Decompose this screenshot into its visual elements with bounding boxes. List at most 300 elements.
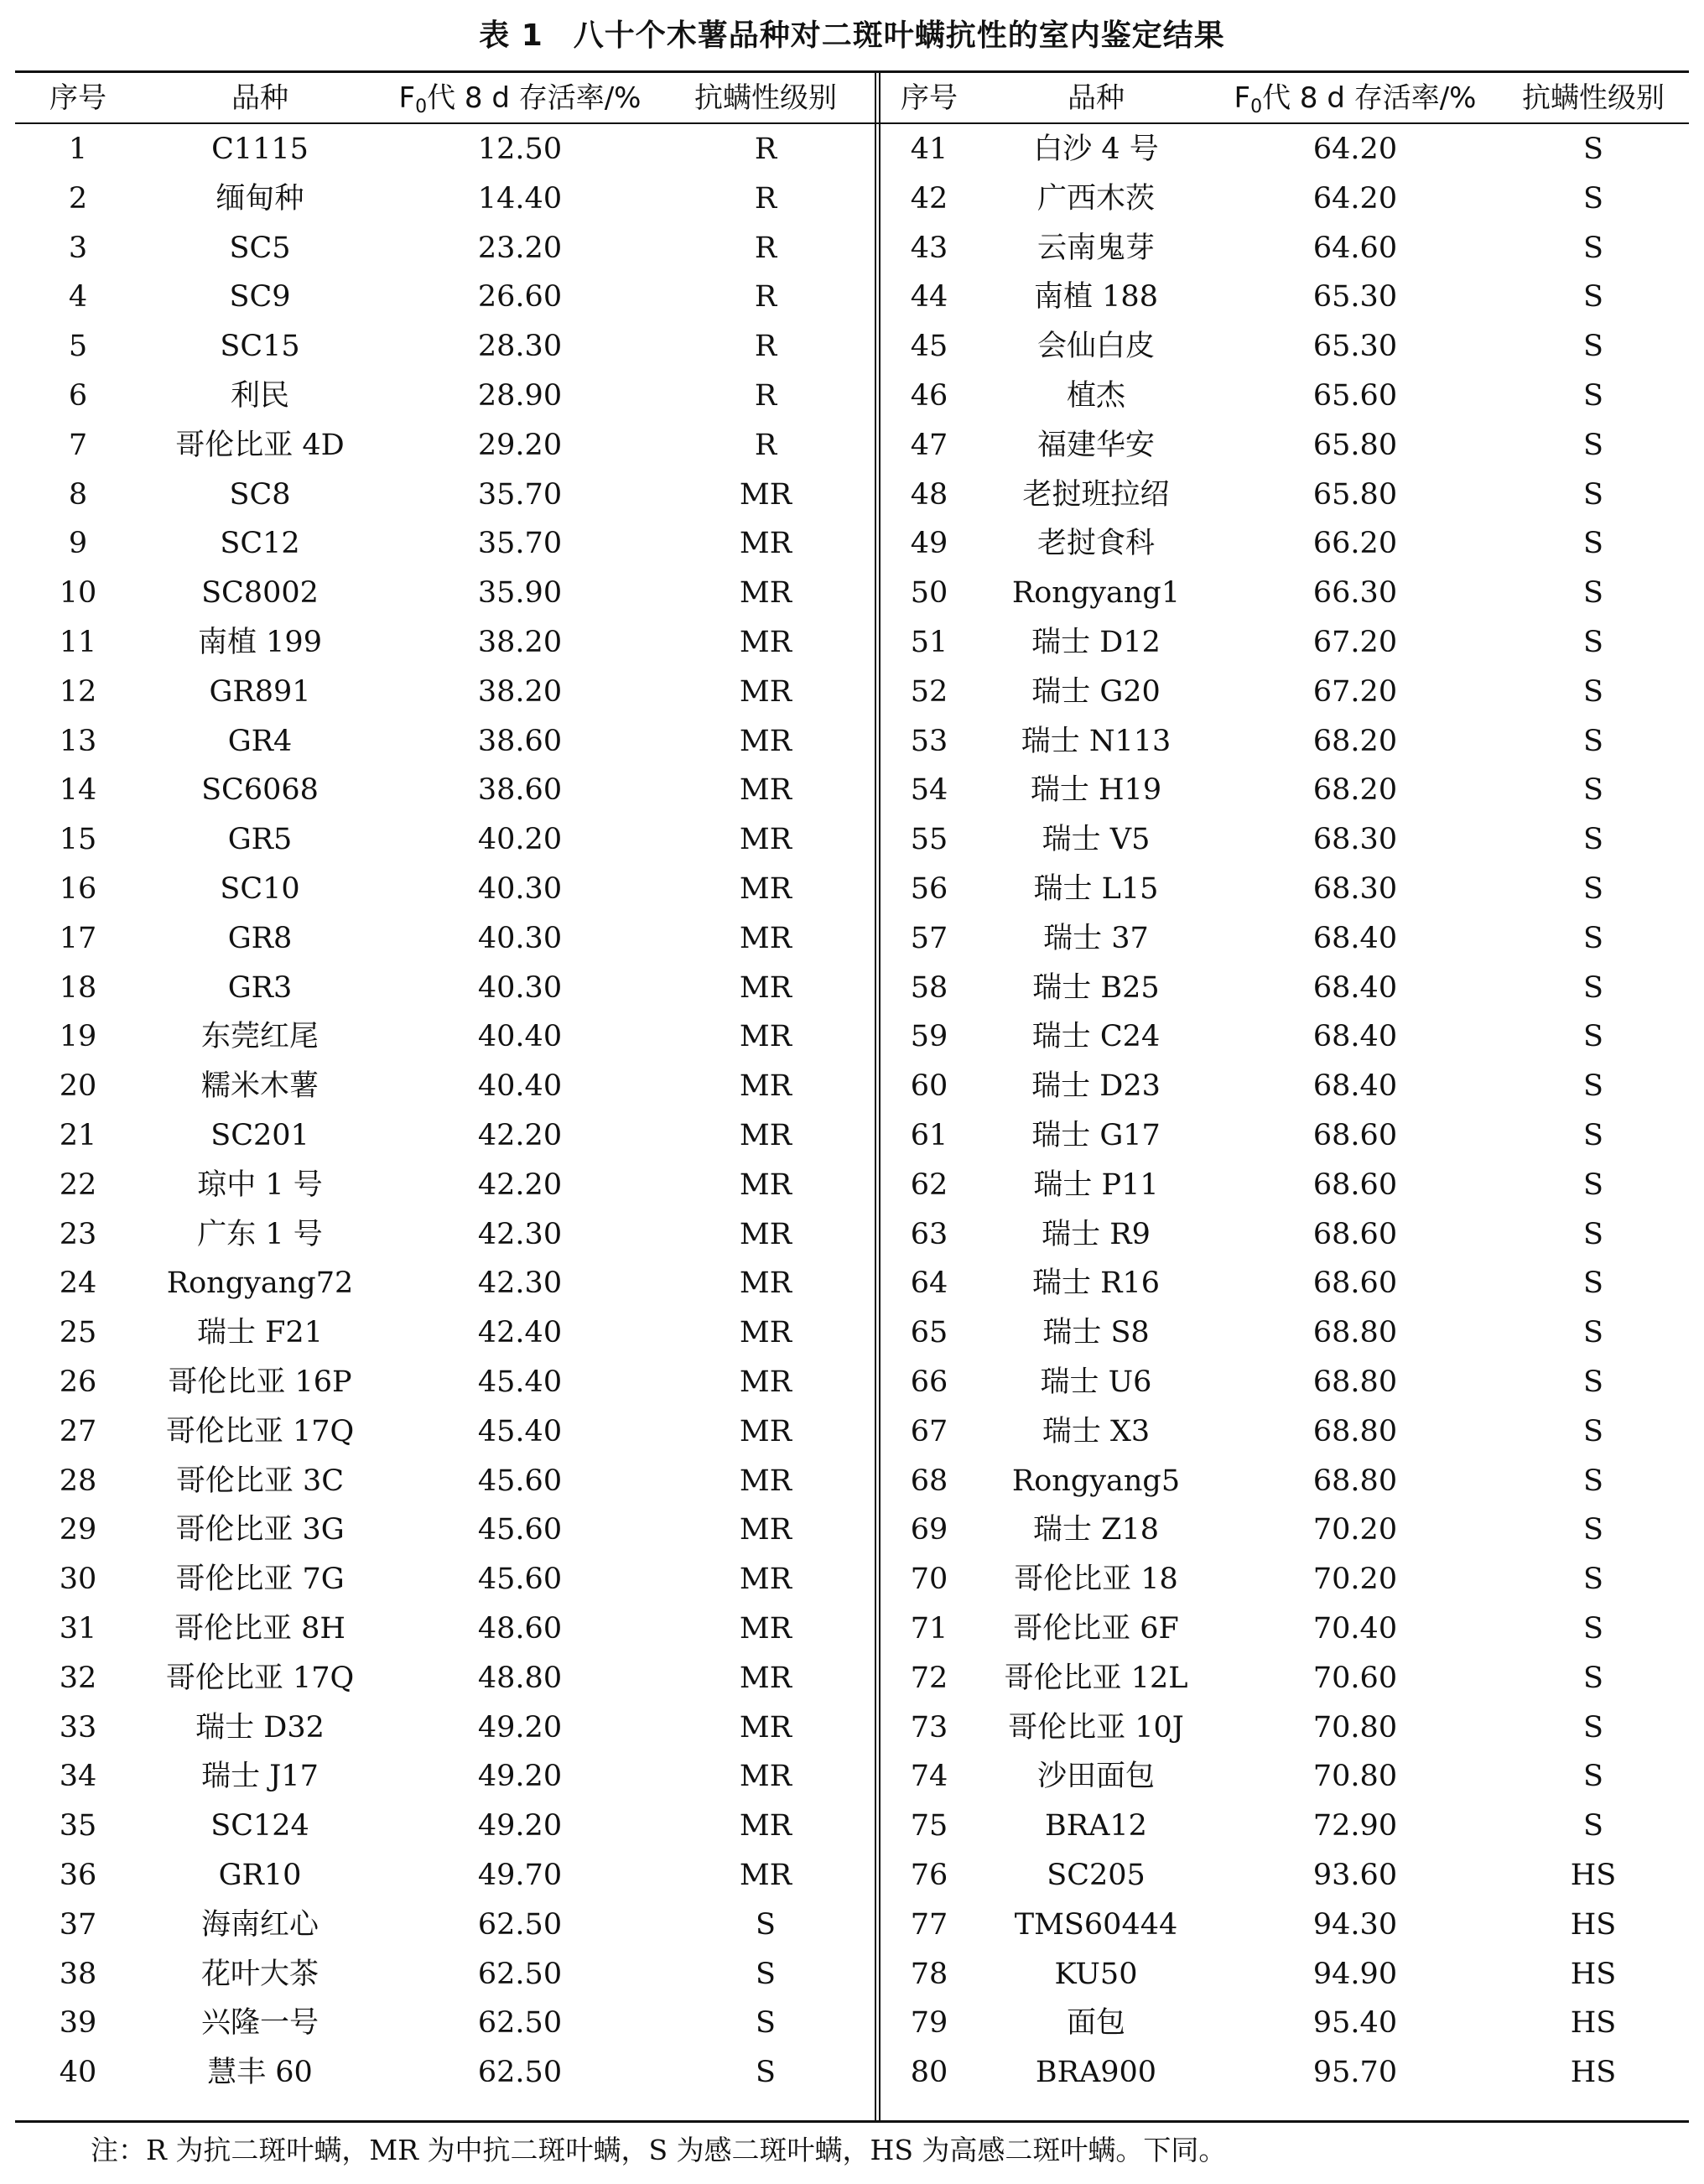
index-cell: 25 (59, 1316, 97, 1350)
variety-cell: 哥伦比亚 16P (168, 1365, 352, 1399)
grade-cell: S (1583, 1217, 1603, 1251)
grade-cell: S (1583, 872, 1603, 906)
header-survival-suffix: 代 8 d 存活率/% (427, 81, 642, 115)
index-cell: 78 (910, 1957, 948, 1991)
grade-cell: MR (739, 1316, 792, 1350)
index-cell: 21 (59, 1119, 97, 1152)
variety-cell: 哥伦比亚 3G (175, 1513, 345, 1547)
survival-rate-cell: 45.40 (477, 1414, 563, 1448)
variety-cell: SC8002 (201, 576, 319, 611)
grade-cell: MR (739, 1167, 792, 1202)
survival-rate-cell: 38.20 (477, 674, 563, 709)
survival-rate-cell: 65.60 (1312, 379, 1398, 413)
survival-rate-cell: 48.80 (477, 1661, 563, 1695)
variety-cell: 哥伦比亚 17Q (165, 1661, 355, 1695)
grade-cell: S (1583, 133, 1603, 166)
survival-rate-cell: 35.70 (477, 477, 563, 512)
variety-cell: 云南鬼芽 (1036, 231, 1156, 265)
index-cell: 51 (910, 626, 948, 659)
variety-cell: 瑞士 L15 (1033, 872, 1159, 906)
index-cell: 39 (59, 2006, 97, 2041)
survival-rate-cell: 68.80 (1312, 1365, 1398, 1399)
index-cell: 37 (59, 1907, 97, 1942)
header-survival-subscript: 0 (1250, 96, 1263, 117)
survival-rate-cell: 70.20 (1312, 1513, 1398, 1547)
variety-cell: 哥伦比亚 17Q (165, 1414, 355, 1448)
variety-cell: 面包 (1066, 2006, 1126, 2041)
survival-rate-cell: 70.40 (1312, 1612, 1398, 1646)
survival-rate-cell: 65.30 (1312, 330, 1398, 364)
variety-cell: GR3 (227, 970, 293, 1005)
grade-cell: MR (739, 1513, 792, 1547)
variety-cell: Rongyang5 (1011, 1464, 1181, 1498)
variety-cell: 瑞士 G20 (1031, 674, 1161, 709)
index-cell: 72 (910, 1661, 948, 1695)
survival-rate-cell: 62.50 (477, 2056, 563, 2090)
index-cell: 13 (59, 724, 97, 758)
variety-cell: 哥伦比亚 10J (1008, 1710, 1184, 1745)
survival-rate-cell: 68.20 (1312, 773, 1398, 808)
index-cell: 63 (910, 1217, 948, 1251)
index-cell: 52 (910, 674, 948, 709)
variety-cell: 瑞士 P11 (1033, 1167, 1159, 1202)
variety-cell: BRA12 (1045, 1809, 1147, 1843)
variety-cell: 瑞士 S8 (1042, 1316, 1150, 1350)
index-cell: 45 (910, 330, 948, 364)
index-cell: 55 (910, 823, 948, 857)
index-cell: 4 (68, 280, 88, 315)
survival-rate-cell: 42.40 (477, 1316, 563, 1350)
grade-cell: S (1583, 1710, 1603, 1745)
survival-rate-cell: 42.20 (477, 1167, 563, 1202)
grade-cell: MR (739, 1365, 792, 1399)
variety-cell: 瑞士 U6 (1040, 1365, 1152, 1399)
index-cell: 19 (59, 1020, 97, 1054)
index-cell: 57 (910, 921, 948, 955)
index-cell: 71 (910, 1612, 948, 1646)
grade-cell: HS (1570, 2056, 1617, 2090)
index-cell: 62 (910, 1167, 948, 1202)
survival-rate-cell: 62.50 (477, 1957, 563, 1991)
variety-cell: TMS60444 (1014, 1907, 1178, 1942)
survival-rate-cell: 45.60 (477, 1563, 563, 1597)
index-cell: 20 (59, 1069, 97, 1104)
grade-cell: MR (739, 576, 792, 611)
grade-cell: S (1583, 674, 1603, 709)
variety-cell: SC201 (210, 1119, 309, 1152)
variety-cell: GR5 (227, 823, 293, 857)
grade-cell: MR (739, 1612, 792, 1646)
survival-rate-cell: 62.50 (477, 2006, 563, 2041)
variety-cell: GR10 (218, 1859, 302, 1892)
survival-rate-cell: 65.80 (1312, 428, 1398, 462)
header-index: 序号 (901, 81, 958, 115)
variety-cell: 福建华安 (1036, 428, 1156, 462)
grade-cell: MR (739, 1266, 792, 1301)
variety-cell: 瑞士 V5 (1042, 823, 1151, 857)
survival-rate-cell: 38.60 (477, 773, 563, 808)
grade-cell: S (1583, 231, 1603, 265)
index-cell: 24 (59, 1266, 97, 1301)
header-survival-rate (399, 74, 642, 122)
variety-cell: 东莞红尾 (200, 1020, 320, 1054)
index-cell: 56 (910, 872, 948, 906)
grade-cell: S (1583, 1414, 1603, 1448)
variety-cell: GR891 (209, 674, 311, 709)
header-variety: 品种 (231, 81, 288, 115)
index-cell: 80 (910, 2056, 948, 2090)
grade-cell: S (1583, 970, 1603, 1005)
index-cell: 31 (59, 1612, 97, 1646)
grade-cell: S (1583, 921, 1603, 955)
grade-cell: S (1583, 1760, 1603, 1794)
index-cell: 3 (68, 231, 88, 265)
grade-cell: S (1583, 477, 1603, 512)
grade-cell: S (1583, 1266, 1603, 1301)
survival-rate-cell: 49.70 (477, 1859, 563, 1892)
index-cell: 11 (59, 626, 97, 659)
index-cell: 6 (68, 379, 88, 413)
grade-cell: S (1583, 1612, 1603, 1646)
header-survival-prefix: F (1234, 81, 1251, 115)
grade-cell: S (756, 2006, 776, 2041)
variety-cell: C1115 (211, 133, 309, 166)
index-cell: 50 (910, 576, 948, 611)
survival-rate-cell: 42.20 (477, 1119, 563, 1152)
grade-cell: R (754, 330, 777, 364)
grade-cell: MR (739, 773, 792, 808)
variety-cell: SC124 (210, 1809, 309, 1843)
survival-rate-cell: 40.30 (477, 921, 563, 955)
survival-rate-cell: 70.60 (1312, 1661, 1398, 1695)
index-cell: 74 (910, 1760, 948, 1794)
variety-cell: 瑞士 D32 (195, 1710, 325, 1745)
survival-rate-cell: 66.20 (1312, 527, 1398, 561)
variety-cell: 糯米木薯 (200, 1069, 320, 1104)
index-cell: 41 (910, 133, 948, 166)
index-cell: 12 (59, 674, 97, 709)
survival-rate-cell: 68.30 (1312, 823, 1398, 857)
variety-cell: 老挝食科 (1036, 527, 1156, 561)
survival-rate-cell: 68.60 (1312, 1217, 1398, 1251)
variety-cell: 花叶大茶 (200, 1957, 320, 1991)
survival-rate-cell: 95.40 (1312, 2006, 1398, 2041)
variety-cell: 哥伦比亚 4D (175, 428, 345, 462)
survival-rate-cell: 42.30 (477, 1266, 563, 1301)
header-index: 序号 (49, 81, 106, 115)
survival-rate-cell: 68.40 (1312, 1020, 1398, 1054)
grade-cell: S (1583, 1316, 1603, 1350)
variety-cell: Rongyang1 (1011, 576, 1181, 611)
survival-rate-cell: 68.80 (1312, 1464, 1398, 1498)
variety-cell: SC12 (220, 527, 300, 561)
grade-cell: R (754, 231, 777, 265)
grade-cell: MR (739, 724, 792, 758)
index-cell: 17 (59, 921, 97, 955)
survival-rate-cell: 42.30 (477, 1217, 563, 1251)
index-cell: 73 (910, 1710, 948, 1745)
grade-cell: MR (739, 674, 792, 709)
survival-rate-cell: 67.20 (1312, 674, 1398, 709)
variety-cell: 瑞士 37 (1043, 921, 1149, 955)
header-survival-prefix: F (398, 81, 416, 115)
index-cell: 65 (910, 1316, 948, 1350)
grade-cell: S (1583, 527, 1603, 561)
survival-rate-cell: 28.90 (477, 379, 563, 413)
header-survival-subscript: 0 (415, 96, 428, 117)
survival-rate-cell: 68.60 (1312, 1266, 1398, 1301)
index-cell: 27 (59, 1414, 97, 1448)
index-cell: 61 (910, 1119, 948, 1152)
index-cell: 18 (59, 970, 97, 1005)
survival-rate-cell: 62.50 (477, 1907, 563, 1942)
grade-cell: S (756, 1907, 776, 1942)
index-cell: 46 (910, 379, 948, 413)
variety-cell: Rongyang72 (166, 1266, 354, 1301)
survival-rate-cell: 64.20 (1312, 181, 1398, 216)
index-cell: 66 (910, 1365, 948, 1399)
survival-rate-cell: 48.60 (477, 1612, 563, 1646)
grade-cell: S (1583, 1365, 1603, 1399)
survival-rate-cell: 49.20 (477, 1809, 563, 1843)
variety-cell: 瑞士 C24 (1031, 1020, 1161, 1054)
grade-cell: MR (739, 1859, 792, 1892)
grade-cell: S (756, 1957, 776, 1991)
grade-cell: S (1583, 1167, 1603, 1202)
variety-cell: GR8 (227, 921, 293, 955)
survival-rate-cell: 28.30 (477, 330, 563, 364)
grade-cell: MR (739, 1563, 792, 1597)
grade-cell: MR (739, 970, 792, 1005)
variety-cell: 哥伦比亚 3C (175, 1464, 345, 1498)
survival-rate-cell: 68.20 (1312, 724, 1398, 758)
index-cell: 5 (68, 330, 88, 364)
variety-cell: 哥伦比亚 12L (1004, 1661, 1188, 1695)
grade-cell: MR (739, 477, 792, 512)
survival-rate-cell: 64.60 (1312, 231, 1398, 265)
survival-rate-cell: 94.30 (1312, 1907, 1398, 1942)
index-cell: 76 (910, 1859, 948, 1892)
variety-cell: GR4 (227, 724, 293, 758)
header-grade: 抗螨性级别 (1522, 81, 1665, 115)
survival-rate-cell: 29.20 (477, 428, 563, 462)
survival-rate-cell: 68.80 (1312, 1414, 1398, 1448)
survival-rate-cell: 67.20 (1312, 626, 1398, 659)
variety-cell: 白沙 4 号 (1033, 133, 1159, 166)
grade-cell: HS (1570, 2006, 1617, 2041)
index-cell: 70 (910, 1563, 948, 1597)
index-cell: 34 (59, 1760, 97, 1794)
survival-rate-cell: 45.60 (477, 1464, 563, 1498)
survival-rate-cell: 45.60 (477, 1513, 563, 1547)
variety-cell: SC6068 (201, 773, 319, 808)
index-cell: 40 (59, 2056, 97, 2090)
header-grade: 抗螨性级别 (694, 81, 837, 115)
grade-cell: S (1583, 428, 1603, 462)
grade-cell: MR (739, 1119, 792, 1152)
variety-cell: 利民 (230, 379, 290, 413)
grade-cell: MR (739, 872, 792, 906)
grade-cell: MR (739, 1710, 792, 1745)
grade-cell: S (1583, 626, 1603, 659)
variety-cell: SC10 (220, 872, 300, 906)
grade-cell: S (1583, 1809, 1603, 1843)
index-cell: 28 (59, 1464, 97, 1498)
survival-rate-cell: 68.40 (1312, 921, 1398, 955)
index-cell: 64 (910, 1266, 948, 1301)
grade-cell: S (1583, 1513, 1603, 1547)
grade-cell: MR (739, 1414, 792, 1448)
variety-cell: 瑞士 D12 (1031, 626, 1161, 659)
survival-rate-cell: 35.90 (477, 576, 563, 611)
grade-cell: R (754, 379, 777, 413)
variety-cell: 瑞士 D23 (1031, 1069, 1161, 1104)
variety-cell: 兴隆一号 (200, 2006, 320, 2041)
grade-cell: S (1583, 1563, 1603, 1597)
grade-cell: R (754, 181, 777, 216)
survival-rate-cell: 12.50 (477, 133, 563, 166)
grade-cell: S (1583, 280, 1603, 315)
index-cell: 15 (59, 823, 97, 857)
variety-cell: 琼中 1 号 (197, 1167, 323, 1202)
index-cell: 49 (910, 527, 948, 561)
index-cell: 69 (910, 1513, 948, 1547)
survival-rate-cell: 38.60 (477, 724, 563, 758)
grade-cell: S (1583, 724, 1603, 758)
variety-cell: 海南红心 (200, 1907, 320, 1942)
grade-cell: R (754, 133, 777, 166)
index-cell: 16 (59, 872, 97, 906)
grade-cell: S (1583, 1020, 1603, 1054)
grade-cell: R (754, 428, 777, 462)
index-cell: 36 (59, 1859, 97, 1892)
grade-cell: MR (739, 527, 792, 561)
index-cell: 7 (68, 428, 88, 462)
variety-cell: SC8 (229, 477, 291, 512)
survival-rate-cell: 68.60 (1312, 1167, 1398, 1202)
variety-cell: 哥伦比亚 6F (1013, 1612, 1179, 1646)
variety-cell: 瑞士 G17 (1031, 1119, 1161, 1152)
variety-cell: 缅甸种 (216, 181, 304, 216)
index-cell: 79 (910, 2006, 948, 2041)
table-caption-text: 八十个木薯品种对二斑叶螨抗性的室内鉴定结果 (573, 18, 1225, 53)
variety-cell: 广东 1 号 (197, 1217, 323, 1251)
variety-cell: KU50 (1054, 1957, 1138, 1991)
index-cell: 47 (910, 428, 948, 462)
variety-cell: 瑞士 X3 (1042, 1414, 1151, 1448)
index-cell: 14 (59, 773, 97, 808)
grade-cell: S (1583, 330, 1603, 364)
grade-cell: S (756, 2056, 776, 2090)
variety-cell: 哥伦比亚 8H (174, 1612, 345, 1646)
variety-cell: 瑞士 J17 (201, 1760, 319, 1794)
variety-cell: SC5 (229, 231, 291, 265)
survival-rate-cell: 40.30 (477, 872, 563, 906)
grade-cell: S (1583, 576, 1603, 611)
grade-cell: MR (739, 921, 792, 955)
header-variety: 品种 (1068, 81, 1125, 115)
variety-cell: 哥伦比亚 7G (175, 1563, 345, 1597)
grade-cell: R (754, 280, 777, 315)
index-cell: 23 (59, 1217, 97, 1251)
grade-cell: S (1583, 1464, 1603, 1498)
grade-cell: HS (1570, 1859, 1617, 1892)
survival-rate-cell: 72.90 (1312, 1809, 1398, 1843)
grade-cell: S (1583, 181, 1603, 216)
variety-cell: 沙田面包 (1036, 1760, 1156, 1794)
index-cell: 26 (59, 1365, 97, 1399)
index-cell: 54 (910, 773, 948, 808)
index-cell: 53 (910, 724, 948, 758)
grade-cell: MR (739, 1020, 792, 1054)
index-cell: 75 (910, 1809, 948, 1843)
survival-rate-cell: 40.40 (477, 1020, 563, 1054)
survival-rate-cell: 70.20 (1312, 1563, 1398, 1597)
variety-cell: 老挝班拉绍 (1022, 477, 1170, 512)
variety-cell: 瑞士 R9 (1042, 1217, 1151, 1251)
variety-cell: 哥伦比亚 18 (1014, 1563, 1178, 1597)
variety-cell: 植杰 (1066, 379, 1126, 413)
survival-rate-cell: 70.80 (1312, 1710, 1398, 1745)
variety-cell: 瑞士 F21 (197, 1316, 323, 1350)
survival-rate-cell: 45.40 (477, 1365, 563, 1399)
variety-cell: 瑞士 H19 (1030, 773, 1162, 808)
survival-rate-cell: 68.80 (1312, 1316, 1398, 1350)
index-cell: 59 (910, 1020, 948, 1054)
survival-rate-cell: 93.60 (1312, 1859, 1398, 1892)
grade-cell: MR (739, 626, 792, 659)
index-cell: 68 (910, 1464, 948, 1498)
index-cell: 8 (68, 477, 88, 512)
variety-cell: 南植 188 (1034, 280, 1158, 315)
survival-rate-cell: 65.80 (1312, 477, 1398, 512)
variety-cell: 瑞士 R16 (1031, 1266, 1161, 1301)
index-cell: 9 (68, 527, 88, 561)
survival-rate-cell: 40.40 (477, 1069, 563, 1104)
grade-cell: MR (739, 1069, 792, 1104)
header-survival-rate (1234, 74, 1477, 122)
survival-rate-cell: 35.70 (477, 527, 563, 561)
index-cell: 35 (59, 1809, 97, 1843)
grade-cell: MR (739, 1760, 792, 1794)
grade-cell: S (1583, 823, 1603, 857)
survival-rate-cell: 38.20 (477, 626, 563, 659)
index-cell: 67 (910, 1414, 948, 1448)
grade-cell: S (1583, 773, 1603, 808)
index-cell: 60 (910, 1069, 948, 1104)
grade-cell: MR (739, 1464, 792, 1498)
variety-cell: 瑞士 B25 (1032, 970, 1160, 1005)
grade-cell: MR (739, 1809, 792, 1843)
index-cell: 22 (59, 1167, 97, 1202)
survival-rate-cell: 68.40 (1312, 1069, 1398, 1104)
variety-cell: BRA900 (1035, 2056, 1157, 2090)
survival-rate-cell: 94.90 (1312, 1957, 1398, 1991)
survival-rate-cell: 66.30 (1312, 576, 1398, 611)
variety-cell: 瑞士 Z18 (1033, 1513, 1159, 1547)
variety-cell: SC15 (220, 330, 300, 364)
variety-cell: 广西木茨 (1036, 181, 1156, 216)
index-cell: 33 (59, 1710, 97, 1745)
index-cell: 44 (910, 280, 948, 315)
survival-rate-cell: 23.20 (477, 231, 563, 265)
variety-cell: 瑞士 N113 (1021, 724, 1172, 758)
variety-cell: 会仙白皮 (1036, 330, 1156, 364)
table-caption-label: 表 1 (479, 18, 543, 53)
survival-rate-cell: 26.60 (477, 280, 563, 315)
index-cell: 1 (68, 133, 88, 166)
grade-cell: S (1583, 379, 1603, 413)
